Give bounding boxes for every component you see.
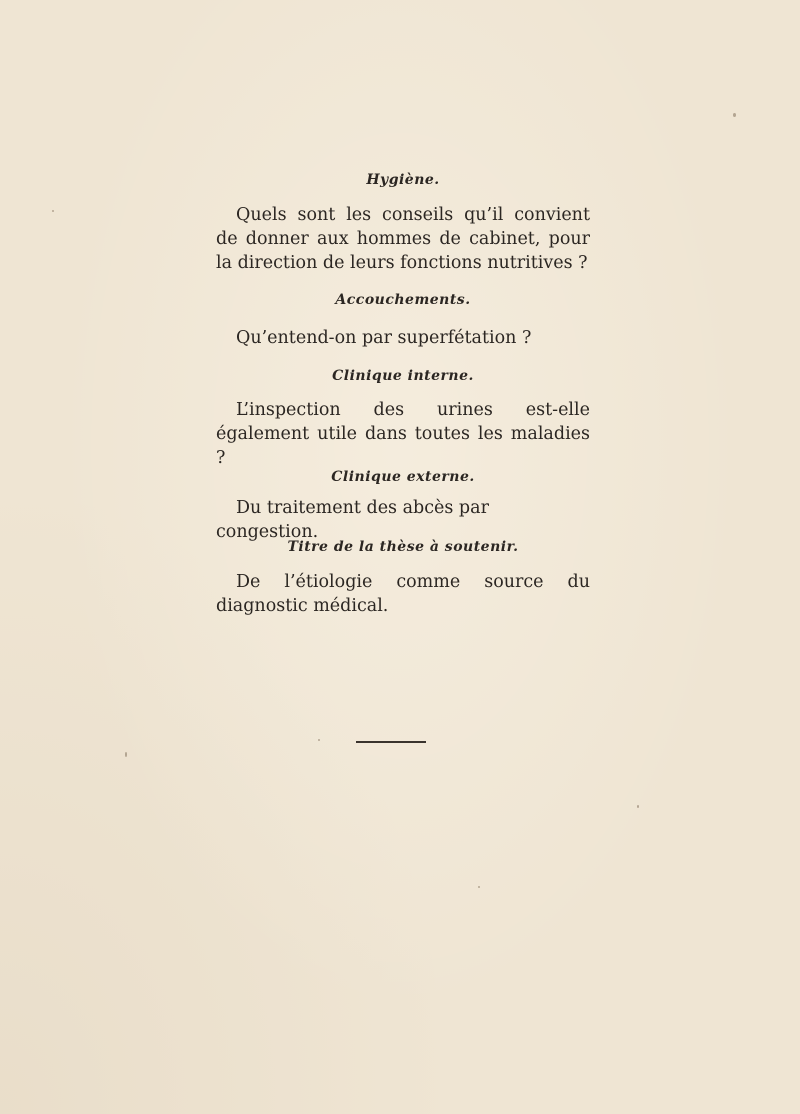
question-clinique-externe: Du traitement des abcès par congestion. <box>216 498 489 542</box>
paper-speck <box>733 113 736 117</box>
heading-hygiene: Hygiène. <box>366 172 440 188</box>
question-accouchements: Qu’entend-on par superfétation ? <box>236 328 532 348</box>
heading-accouchements: Accouchements. <box>335 292 471 308</box>
paper-speck <box>52 210 54 212</box>
paper-speck <box>125 752 127 757</box>
heading-titre-these: Titre de la thèse à soutenir. <box>287 539 519 555</box>
heading-clinique-externe: Clinique externe. <box>331 469 475 485</box>
heading-clinique-interne: Clinique interne. <box>332 368 474 384</box>
paper-speck <box>637 805 639 808</box>
paper-speck <box>478 886 480 888</box>
paper-speck <box>318 739 320 741</box>
question-hygiene: Quels sont les conseils qu’il convient de donner aux hommes de cabinet, pour la direction de leurs fonctions nutritives ? <box>216 205 590 273</box>
question-titre-these: De l’étiologie comme source du diagnostic médical. <box>216 572 590 616</box>
question-clinique-interne: L’inspection des urines est-elle également utile dans toutes les maladies ? <box>216 400 590 468</box>
closing-rule <box>356 741 426 743</box>
